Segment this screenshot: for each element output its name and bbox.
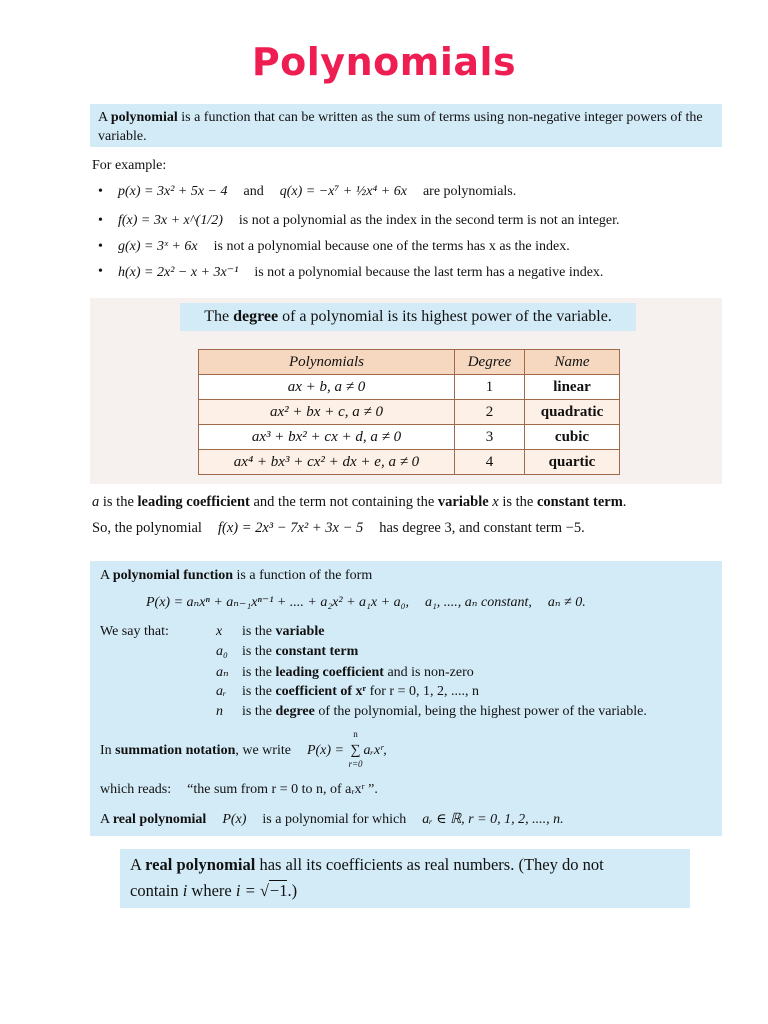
variable-bold: variable [437, 494, 489, 510]
example-text: is not a polynomial because one of the terms has x as the index. [213, 239, 570, 254]
pf-formula-line [146, 594, 586, 611]
degree-cell: 1 [455, 375, 525, 400]
example-math: h(x) = 2x² − x + 3x⁻¹ [118, 265, 239, 280]
name-cell: quadratic [525, 400, 620, 425]
name-cell: quartic [525, 450, 620, 475]
name-cell: cubic [525, 425, 620, 450]
definition-text-1: A [98, 110, 111, 125]
table-header-row [199, 350, 620, 375]
example-text: are polynomials. [422, 184, 517, 199]
bullet: • [98, 239, 103, 254]
constant-term-bold: constant term [537, 494, 623, 510]
example-sentence: So, the polynomial f(x) = 2x³ − 7x² + 3x − 5 has degree 3, and constant term −5. [92, 520, 585, 536]
example-math-2: q(x) = −x⁷ + ½x⁴ + 6x [279, 184, 407, 199]
sigma-symbol: ∑ n r=0 [348, 729, 363, 769]
definition-text-2: is a function that can be written as the sum of terms using non-negative integer powers of the variable. [98, 110, 703, 144]
polynomial-definition-box [90, 104, 722, 147]
pf-constants: a₁, ...., aₙ constant, [424, 595, 532, 610]
header-name: Name [525, 350, 620, 375]
def-line: x is the variable [216, 624, 325, 639]
symbol-a: a [92, 494, 100, 510]
summation-line: In summation notation, we write P(x) = ∑ n r=0 aᵣxʳ, [100, 729, 387, 769]
def-line: a₀ is the constant term [216, 644, 359, 659]
name-cell: linear [525, 375, 620, 400]
sqrt-icon: √ [259, 881, 269, 900]
degree-bold: degree [233, 308, 279, 325]
pf-formula: P(x) = aₙxⁿ + aₙ₋₁xⁿ⁻¹ + .... + a₂x² + a₁x + a₀, [146, 595, 409, 610]
bullet: • [98, 264, 103, 279]
for-example-label: For example: [92, 158, 167, 173]
real-box-bold: real polynomial [145, 855, 256, 874]
real-box-line-1: A real polynomial has all its coefficients as real numbers. (They do not [130, 855, 604, 874]
header-degree: Degree [455, 350, 525, 375]
example-text: is not a polynomial because the last term has a negative index. [254, 265, 604, 280]
example-math: g(x) = 3ˣ + 6x [118, 239, 198, 254]
example-function: f(x) = 2x³ − 7x² + 3x − 5 [217, 520, 364, 536]
def-line: n is the degree of the polynomial, being the highest power of the variable. [216, 704, 647, 719]
degree-table [198, 349, 620, 475]
real-polynomial-box [120, 849, 690, 908]
we-say-label: We say that: [100, 624, 169, 639]
example-mid: and [243, 184, 264, 199]
page-title: Polynomials [251, 40, 517, 84]
table-row [199, 425, 620, 450]
table-row [199, 450, 620, 475]
bullet: • [98, 184, 103, 199]
degree-cell: 2 [455, 400, 525, 425]
pf-bold: polynomial function [112, 568, 234, 583]
poly-cell: ax³ + bx² + cx + d, a ≠ 0 [199, 425, 455, 450]
real-polynomial-line: A real polynomial P(x) is a polynomial for which aᵣ ∈ ℝ, r = 0, 1, 2, ...., n. [100, 812, 564, 827]
degree-cell: 3 [455, 425, 525, 450]
example-math: f(x) = 3x + x^(1/2) [118, 213, 223, 228]
poly-cell: ax⁴ + bx³ + cx² + dx + e, a ≠ 0 [199, 450, 455, 475]
table-row [199, 375, 620, 400]
leading-coefficient-bold: leading coefficient [137, 494, 250, 510]
real-box-line-2: contain i where i = √−1.) [130, 881, 298, 900]
example-text: is not a polynomial as the index in the second term is not an integer. [238, 213, 620, 228]
leading-coefficient-sentence: a is the leading coefficient and the term not containing the variable x is the constant term. [92, 494, 627, 510]
summation-bold: summation notation [115, 743, 236, 759]
definition-bold: polynomial [110, 110, 178, 125]
degree-cell: 4 [455, 450, 525, 475]
def-line: aₙ is the leading coefficient and is non-zero [216, 665, 474, 680]
def-line: aᵣ is the coefficient of xʳ for r = 0, 1, 2, ...., n [216, 684, 479, 699]
poly-cell: ax² + bx + c, a ≠ 0 [199, 400, 455, 425]
bullet: • [98, 213, 103, 228]
table-row [199, 400, 620, 425]
pf-nonzero: aₙ ≠ 0. [547, 595, 586, 610]
polynomial-function-box [90, 561, 722, 836]
degree-text-1: The [204, 308, 234, 325]
reads-line: which reads: “the sum from r = 0 to n, of aᵣxʳ ”. [100, 782, 378, 797]
poly-cell: ax + b, a ≠ 0 [199, 375, 455, 400]
example-math: p(x) = 3x² + 5x − 4 [118, 184, 228, 199]
real-polynomial-bold: real polynomial [112, 812, 207, 827]
degree-definition-box [180, 303, 636, 331]
pf-intro: A polynomial function is a function of the form [100, 568, 373, 583]
degree-text-2: of a polynomial is its highest power of the variable. [278, 308, 612, 325]
header-polynomials: Polynomials [199, 350, 455, 375]
